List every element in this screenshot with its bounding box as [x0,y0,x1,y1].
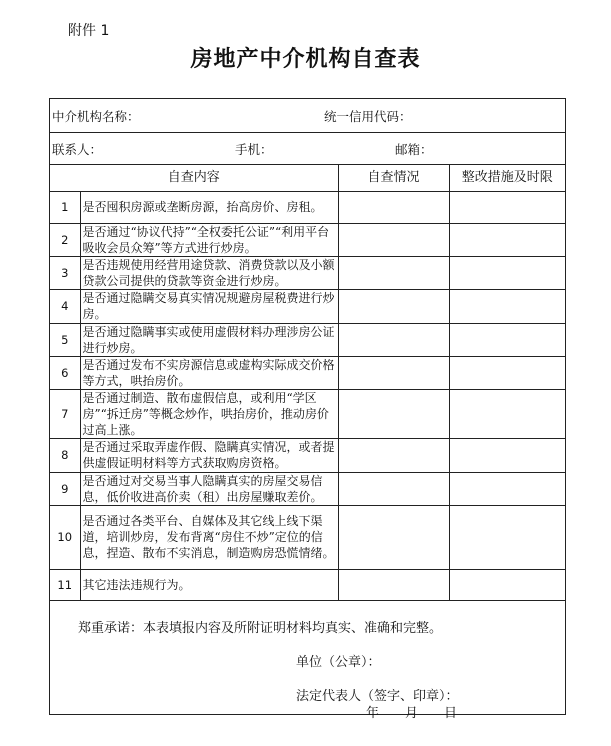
item-status-cell [338,505,449,569]
item-number: 9 [50,472,80,505]
item-number: 5 [50,323,80,356]
item-status-cell [338,438,449,472]
check-items-table [50,165,565,601]
item-status-cell [338,223,449,256]
table-row [50,289,565,323]
table-row [50,569,565,600]
item-measures-cell [449,356,565,389]
item-measures-cell [449,472,565,505]
item-status-cell [338,289,449,323]
self-check-form [49,98,566,721]
item-measures-cell [449,191,565,223]
item-content: 是否违规使用经营用途贷款、消费贷款以及小额贷款公司提供的贷款等资金进行炒房。 [80,256,338,289]
item-status-cell [338,256,449,289]
header-status: 自查情况 [338,165,449,191]
page-title: 房地产中介机构自查表 [190,47,421,72]
item-status-cell [338,472,449,505]
table-header-row [50,165,565,191]
item-number: 1 [50,191,80,223]
header-measures: 整改措施及时限 [449,165,565,191]
contact-row [50,133,565,165]
item-number: 6 [50,356,80,389]
item-content: 是否通过隐瞒交易真实情况规避房屋税费进行炒房。 [80,289,338,323]
unit-seal-label: 单位（公章）： [296,655,381,670]
table-row [50,223,565,256]
table-row [50,505,565,569]
attachment-label: 附件 1 [68,23,110,39]
item-measures-cell [449,505,565,569]
pledge-text: 郑重承诺：本表填报内容及所附证明材料均真实、准确和完整。 [78,621,443,636]
table-row [50,323,565,356]
table-row [50,191,565,223]
item-status-cell [338,389,449,438]
date-label: 年 月 日 [366,706,458,721]
table-row [50,438,565,472]
item-content: 是否通过对交易当事人隐瞒真实的房屋交易信息，低价收进高价卖（租）出房屋赚取差价。 [80,472,338,505]
contact-person-label: 联系人： [52,141,103,157]
item-content: 是否通过各类平台、自媒体及其它线上线下渠道，培训炒房，发布背离“房住不炒”定位的信息，捏造、散布不实消息，制造购房恐慌情绪。 [80,505,338,569]
pledge-section [50,607,565,721]
item-content: 是否囤积房源或垄断房源，抬高房价、房租。 [80,191,338,223]
item-measures-cell [449,223,565,256]
item-number: 8 [50,438,80,472]
header-content: 自查内容 [50,165,338,191]
item-number: 4 [50,289,80,323]
item-content: 其它违法违规行为。 [80,569,338,600]
phone-label: 手机： [235,141,273,157]
table-row [50,356,565,389]
email-label: 邮箱： [395,141,433,157]
item-measures-cell [449,323,565,356]
item-content: 是否通过制造、散布虚假信息，或利用“学区房”“拆迁房”等概念炒作，哄抬房价，推动房价过高上涨。 [80,389,338,438]
item-status-cell [338,191,449,223]
item-content: 是否通过隐瞒事实或使用虚假材料办理涉房公证进行炒房。 [80,323,338,356]
item-measures-cell [449,256,565,289]
item-number: 2 [50,223,80,256]
item-content: 是否通过发布不实房源信息或虚构实际成交价格等方式，哄抬房价。 [80,356,338,389]
item-status-cell [338,323,449,356]
item-number: 7 [50,389,80,438]
credit-code-label: 统一信用代码： [324,108,412,124]
table-row [50,472,565,505]
item-status-cell [338,569,449,600]
item-status-cell [338,356,449,389]
item-number: 10 [50,505,80,569]
item-measures-cell [449,438,565,472]
item-content: 是否通过“协议代持”“全权委托公证”“利用平台吸收会员众筹”等方式进行炒房。 [80,223,338,256]
table-row [50,389,565,438]
item-content: 是否通过采取弄虚作假、隐瞒真实情况，或者提供虚假证明材料等方式获取购房资格。 [80,438,338,472]
table-row [50,256,565,289]
agency-row [50,99,565,133]
item-measures-cell [449,389,565,438]
item-measures-cell [449,289,565,323]
item-measures-cell [449,569,565,600]
agency-name-label: 中介机构名称： [52,108,140,124]
item-number: 3 [50,256,80,289]
legal-rep-label: 法定代表人（签字、印章）： [296,689,459,704]
item-number: 11 [50,569,80,600]
